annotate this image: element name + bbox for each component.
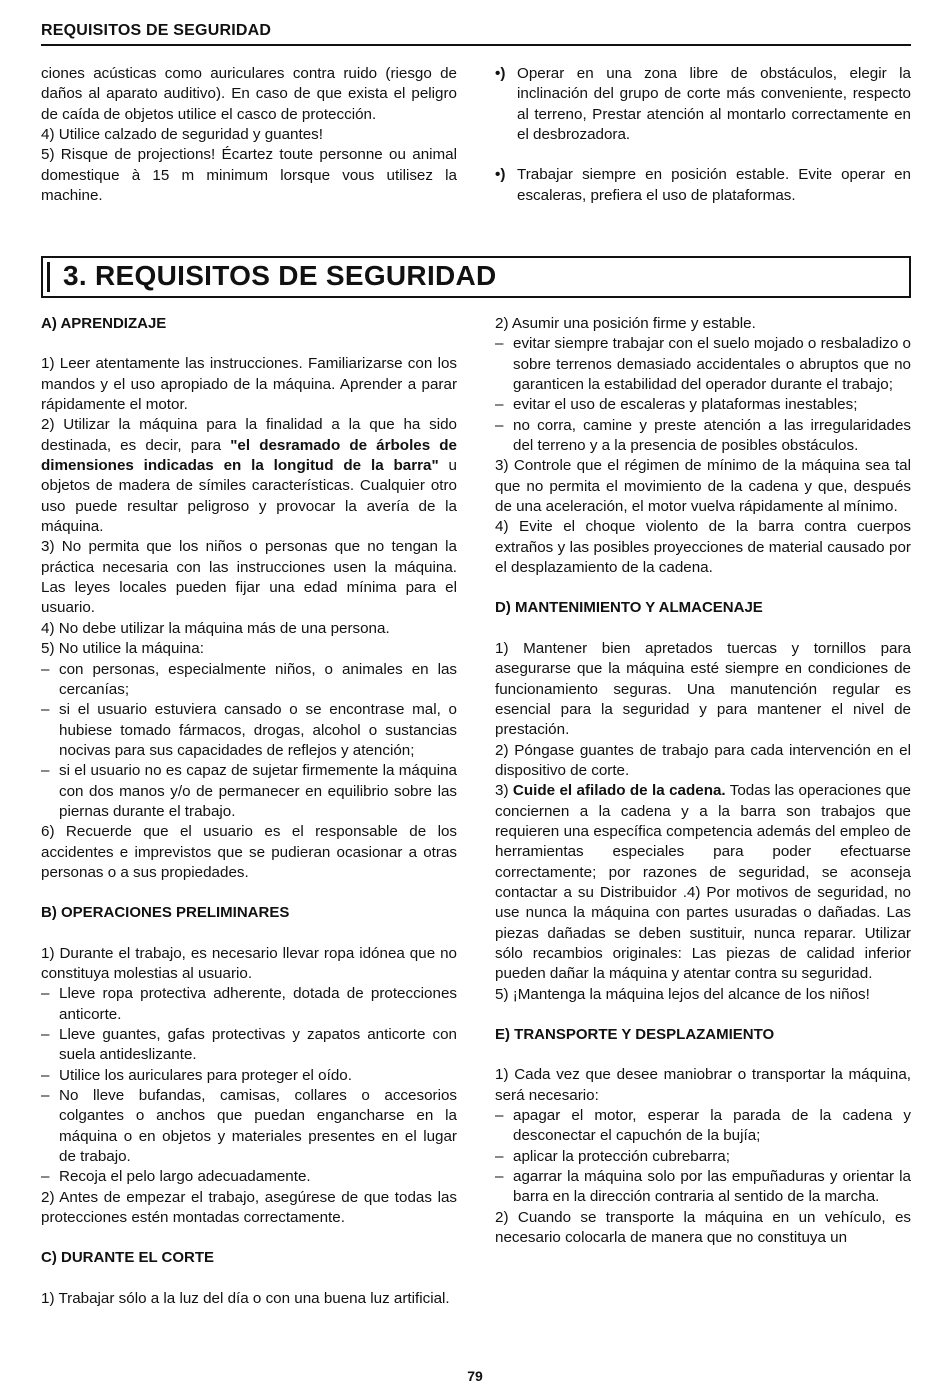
section-title-box xyxy=(41,256,911,298)
list-item xyxy=(495,1106,911,1147)
dash-marker: – xyxy=(41,762,50,780)
list-item xyxy=(41,761,457,822)
list-text: aplicar la protección cubrebarra; xyxy=(513,1147,730,1165)
list-item xyxy=(41,1167,457,1187)
right-column xyxy=(495,314,911,1248)
dash-marker: – xyxy=(41,660,50,678)
subsection-heading: A) APRENDIZAJE xyxy=(41,315,167,332)
paragraph: 2) Cuando se transporte la máquina en un vehículo, es necesario colocarla de manera que no constituya un xyxy=(495,1208,911,1247)
title-bar-mark xyxy=(47,262,50,292)
continued-bullets xyxy=(495,64,911,206)
list-text: si el usuario estuviera cansado o se encontrase mal, o hubiese tomado fármacos, drogas, alcohol o sustancias nocivas para sus capacidades de reflejos y atención; xyxy=(59,701,457,759)
list-text: evitar el uso de escaleras y plataformas inestables; xyxy=(513,396,858,414)
paragraph xyxy=(41,415,457,537)
page-number: 79 xyxy=(467,1368,483,1384)
list-text: No lleve bufandas, camisas, collares o accesorios colgantes o anchos que puedan engancharse en la máquina o en objetos y materiales presentes en el lugar de trabajo. xyxy=(59,1087,457,1166)
list-item xyxy=(495,1167,911,1208)
bullet-text: Trabajar siempre en posición estable. Evite operar en escaleras, prefiera el uso de plataformas. xyxy=(517,166,911,204)
paragraph: 1) Durante el trabajo, es necesario llevar ropa idónea que no constituya molestias al usuario. xyxy=(41,944,457,982)
continued-text xyxy=(41,64,457,206)
bold-run: Cuide el afilado de la cadena. xyxy=(512,782,726,800)
list-item xyxy=(495,1147,911,1167)
paragraph: 4) No debe utilizar la máquina más de una persona. xyxy=(41,619,390,637)
paragraph: 2) Asumir una posición firme y estable. xyxy=(495,315,756,332)
dash-marker: – xyxy=(495,335,504,353)
list-item xyxy=(41,984,457,1025)
dash-marker: – xyxy=(41,1087,50,1105)
paragraph: 1) Cada vez que desee maniobrar o transportar la máquina, será necesario: xyxy=(495,1066,911,1104)
paragraph: 3) Controle que el régimen de mínimo de la máquina sea tal que no permita el movimiento de la cadena y que, después de una aceleración, el motor vuelva rápidamente al mínimo. xyxy=(495,457,911,516)
text-run: Todas las operaciones que conciernen a la cadena y a la barra son trabajos que requieren una específica competencia además del empleo de herramientas especiales para poder efectuarse correctamente; por razones de seguridad, se aconseja contactar a su Distribuidor .4) Por motivos de seguridad, no use nunca la máquina con partes usuradas o dañadas. Las piezas dañadas se deben sustituir, nunca reparar. Utilizar sólo recambios originales: Las piezas de calidad inferior pueden dañar la máquina y atentar contra su seguridad. xyxy=(495,782,911,983)
paragraph: 1) Leer atentamente las instrucciones. Familiarizarse con los mandos y el uso apropiado de la máquina. Aprender a parar rápidamente el motor. xyxy=(41,355,457,414)
list-item xyxy=(41,1086,457,1167)
dash-marker: – xyxy=(41,1168,50,1186)
subsection-heading: C) DURANTE EL CORTE xyxy=(41,1249,215,1267)
list-item xyxy=(41,1025,457,1066)
dash-marker: – xyxy=(495,1107,504,1125)
list-item xyxy=(41,700,457,761)
list-text: apagar el motor, esperar la parada de la cadena y desconectar el capuchón de la bujía; xyxy=(513,1107,911,1145)
list-text: Recoja el pelo largo adecuadamente. xyxy=(59,1168,311,1186)
list-item xyxy=(41,1066,457,1086)
list-item xyxy=(495,334,911,395)
subsection-heading: E) TRANSPORTE Y DESPLAZAMIENTO xyxy=(495,1026,775,1043)
list-text: con personas, especialmente niños, o animales en las cercanías; xyxy=(59,660,457,698)
running-head: REQUISITOS DE SEGURIDAD xyxy=(41,22,272,39)
paragraph: 5) No utilice la máquina: xyxy=(41,640,204,658)
dash-marker: – xyxy=(495,396,504,414)
bullet-marker: •) xyxy=(495,65,506,82)
section-title: 3. REQUISITOS DE SEGURIDAD xyxy=(63,260,497,291)
paragraph: ciones acústicas como auriculares contra ruido (riesgo de daños al aparato auditivo). En caso de que exista el peligro de caída de objetos utilice el casco de protección. xyxy=(41,65,457,123)
list-text: agarrar la máquina solo por las empuñaduras y orientar la barra en la dirección contraria al sentido de la marcha. xyxy=(513,1168,911,1206)
bold-run: "el desramado de árboles de dimensiones indicadas en la longitud de la barra" xyxy=(41,436,458,475)
subsection-heading: B) OPERACIONES PRELIMINARES xyxy=(41,904,290,922)
dash-marker: – xyxy=(41,985,50,1003)
dash-marker: – xyxy=(495,1147,504,1165)
dash-marker: – xyxy=(41,1026,50,1043)
paragraph: 1) Trabajar sólo a la luz del día o con una buena luz artificial. xyxy=(41,1289,450,1307)
paragraph: 2) Antes de empezar el trabajo, asegúrese de que todas las protecciones estén montadas correctamente. xyxy=(41,1188,457,1227)
list-text: Lleve ropa protectiva adherente, dotada de protecciones anticorte. xyxy=(59,985,457,1023)
paragraph: 5) ¡Mantenga la máquina lejos del alcance de los niños! xyxy=(495,985,870,1003)
dash-marker: – xyxy=(41,701,50,719)
list-text: si el usuario no es capaz de sujetar firmemente la máquina con dos manos y/o de permanecer en equilibrio sobre las piernas durante el trabajo. xyxy=(59,762,457,820)
list-text: no corra, camine y preste atención a las irregularidades del terreno y a la presencia de posibles obstáculos. xyxy=(513,416,911,455)
bullet-marker: •) xyxy=(495,166,506,184)
dash-marker: – xyxy=(495,1168,504,1186)
paragraph: 5) Risque de projections! Écartez toute personne ou animal domestique à 15 m minimum lorsque vous utilisez la machine. xyxy=(41,146,457,205)
list-item xyxy=(495,395,911,415)
dash-marker: – xyxy=(495,416,504,434)
subsection-heading: D) MANTENIMIENTO Y ALMACENAJE xyxy=(495,599,763,617)
list-item xyxy=(41,660,457,701)
dash-marker: – xyxy=(41,1066,50,1084)
paragraph xyxy=(495,781,911,984)
paragraph: 6) Recuerde que el usuario es el responsable de los accidentes e imprevistos que se pudieran ocasionar a otras personas o a sus propiedades. xyxy=(41,823,457,881)
text-run: 2) Utilizar la máquina para la finalidad a la que ha sido destinada, es decir, para xyxy=(41,416,457,454)
bullet-item xyxy=(495,64,911,145)
paragraph: 1) Mantener bien apretados tuercas y tornillos para asegurarse que la máquina esté siempre en condiciones de funcionamiento seguras. Una manutención regular es esencial para la seguridad y para mantener el nivel de prestación. xyxy=(495,639,911,739)
text-run: 3) xyxy=(495,782,513,800)
header-rule xyxy=(41,44,911,46)
paragraph: 4) Evite el choque violento de la barra contra cuerpos extraños y las posibles proyecciones de material causado por el desplazamiento de la cadena. xyxy=(495,518,911,577)
left-column xyxy=(41,314,457,1309)
list-item xyxy=(495,416,911,457)
paragraph: 3) No permita que los niños o personas que no tengan la práctica necesaria con las instrucciones usen la máquina. Las leyes locales pueden fijar una edad mínima para el usuario. xyxy=(41,538,457,617)
list-text: Lleve guantes, gafas protectivas y zapatos anticorte con suela antideslizante. xyxy=(59,1026,457,1064)
list-text: Utilice los auriculares para proteger el oído. xyxy=(59,1066,352,1084)
bullet-item xyxy=(495,165,911,206)
list-text: evitar siempre trabajar con el suelo mojado o resbaladizo o sobre terrenos demasiado accidentales o abruptos que no garanticen la estabilidad del operador durante el trabajo; xyxy=(513,335,911,394)
text-run: u objetos de madera de símiles características. Cualquier otro uso puede resultar peligroso y provocar la avería de la máquina. xyxy=(41,457,457,536)
bullet-text: Operar en una zona libre de obstáculos, elegir la inclinación del grupo de corte más conveniente, respecto al terreno, Prestar atención al montarlo correctamente en el desbrozadora. xyxy=(517,65,911,144)
paragraph: 4) Utilice calzado de seguridad y guantes! xyxy=(41,126,323,144)
paragraph: 2) Póngase guantes de trabajo para cada intervención en el dispositivo de corte. xyxy=(495,741,911,779)
